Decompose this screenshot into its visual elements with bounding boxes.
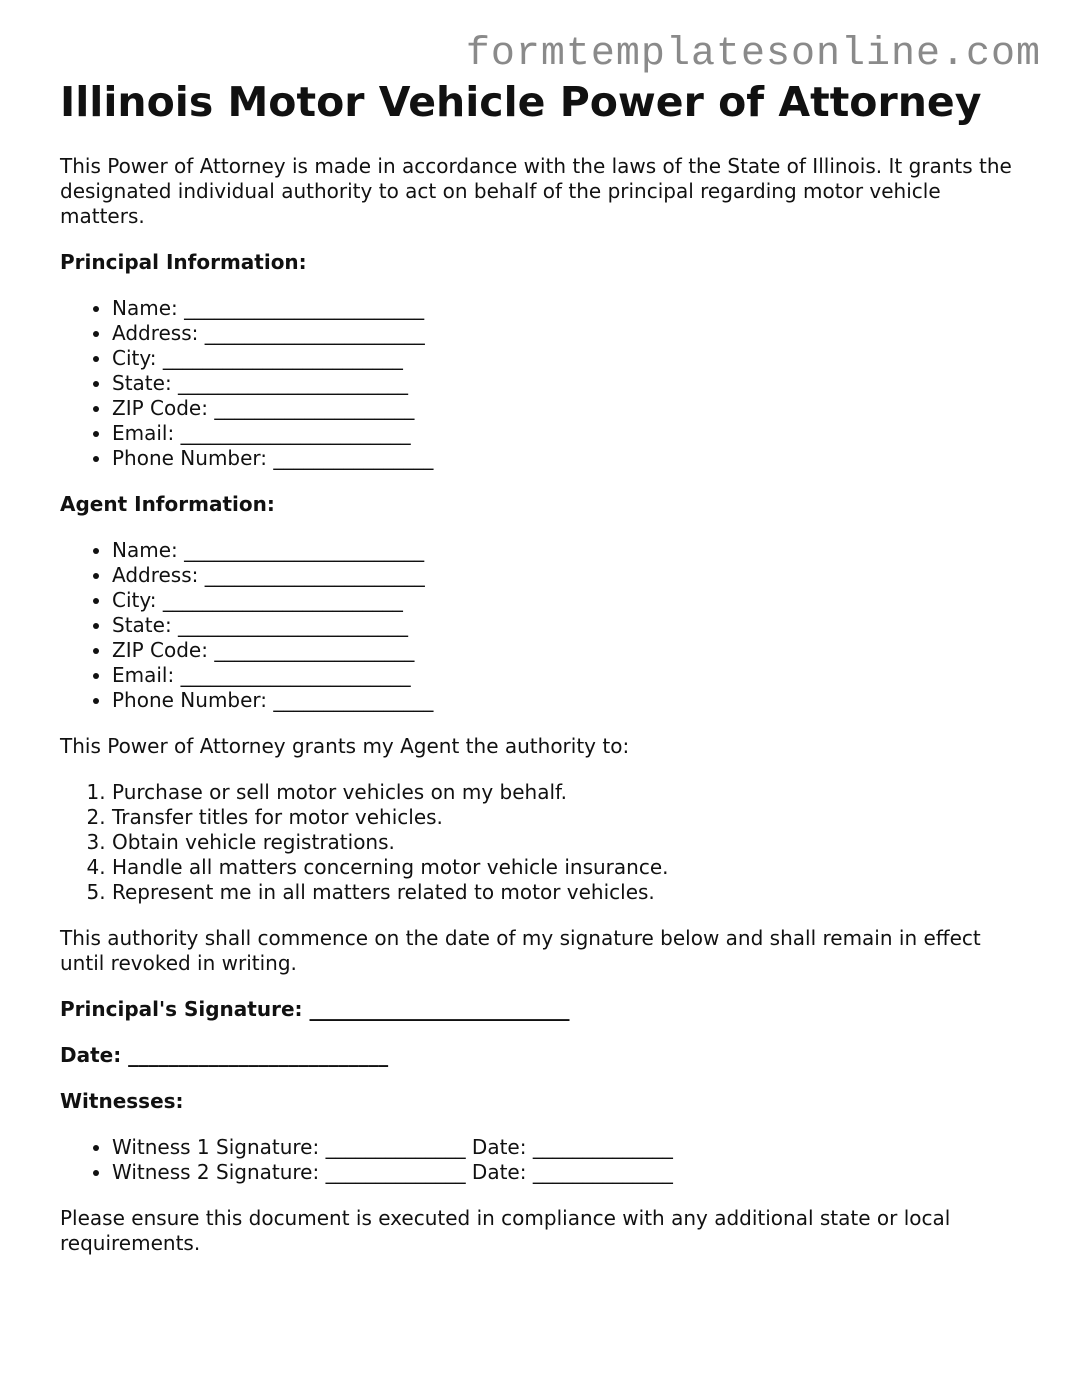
intro-paragraph: This Power of Attorney is made in accordance with the laws of the State of Illinois. It grants the designated individual authority to act on behalf of the principal regarding motor vehicle matters. xyxy=(60,154,1012,228)
principal-phone-field: • Phone Number: ________________ xyxy=(112,446,1030,471)
witnesses-list xyxy=(60,1135,1030,1185)
principal-address-field: • Address: ______________________ xyxy=(112,321,1030,346)
agent-info-list xyxy=(60,538,1030,713)
date-line: Date: __________________________ xyxy=(60,1043,389,1067)
power-item: 4. Handle all matters concerning motor vehicle insurance. xyxy=(112,855,1030,880)
powers-list xyxy=(60,780,1030,905)
witnesses-heading: Witnesses: xyxy=(60,1089,184,1113)
principal-state-field: • State: _______________________ xyxy=(112,371,1030,396)
document-title: Illinois Motor Vehicle Power of Attorney xyxy=(60,78,982,126)
agent-email-field: • Email: _______________________ xyxy=(112,663,1030,688)
power-item: 3. Obtain vehicle registrations. xyxy=(112,830,1030,855)
power-item: 1. Purchase or sell motor vehicles on my behalf. xyxy=(112,780,1030,805)
power-item: 2. Transfer titles for motor vehicles. xyxy=(112,805,1030,830)
principal-info-list xyxy=(60,296,1030,471)
principal-info-heading: Principal Information: xyxy=(60,250,307,274)
principal-city-field: • City: ________________________ xyxy=(112,346,1030,371)
closing-paragraph: Please ensure this document is executed in compliance with any additional state or local requirements. xyxy=(60,1206,951,1255)
principal-name-field: • Name: ________________________ xyxy=(112,296,1030,321)
watermark: formtemplatesonline.com xyxy=(465,32,1041,77)
grants-intro: This Power of Attorney grants my Agent the authority to: xyxy=(60,734,630,758)
agent-info-heading: Agent Information: xyxy=(60,492,275,516)
agent-name-field: • Name: ________________________ xyxy=(112,538,1030,563)
agent-address-field: • Address: ______________________ xyxy=(112,563,1030,588)
agent-state-field: • State: _______________________ xyxy=(112,613,1030,638)
agent-city-field: • City: ________________________ xyxy=(112,588,1030,613)
principal-zip-field: • ZIP Code: ____________________ xyxy=(112,396,1030,421)
principal-email-field: • Email: _______________________ xyxy=(112,421,1030,446)
document-page xyxy=(60,74,1030,1277)
witness-2-line: • Witness 2 Signature: ______________ Date: ______________ xyxy=(112,1160,1030,1185)
principal-signature-line: Principal's Signature: __________________________ xyxy=(60,997,570,1021)
commencement-paragraph: This authority shall commence on the date of my signature below and shall remain in effect until revoked in writing. xyxy=(60,926,981,975)
power-item: 5. Represent me in all matters related to motor vehicles. xyxy=(112,880,1030,905)
agent-phone-field: • Phone Number: ________________ xyxy=(112,688,1030,713)
witness-1-line: • Witness 1 Signature: ______________ Date: ______________ xyxy=(112,1135,1030,1160)
agent-zip-field: • ZIP Code: ____________________ xyxy=(112,638,1030,663)
